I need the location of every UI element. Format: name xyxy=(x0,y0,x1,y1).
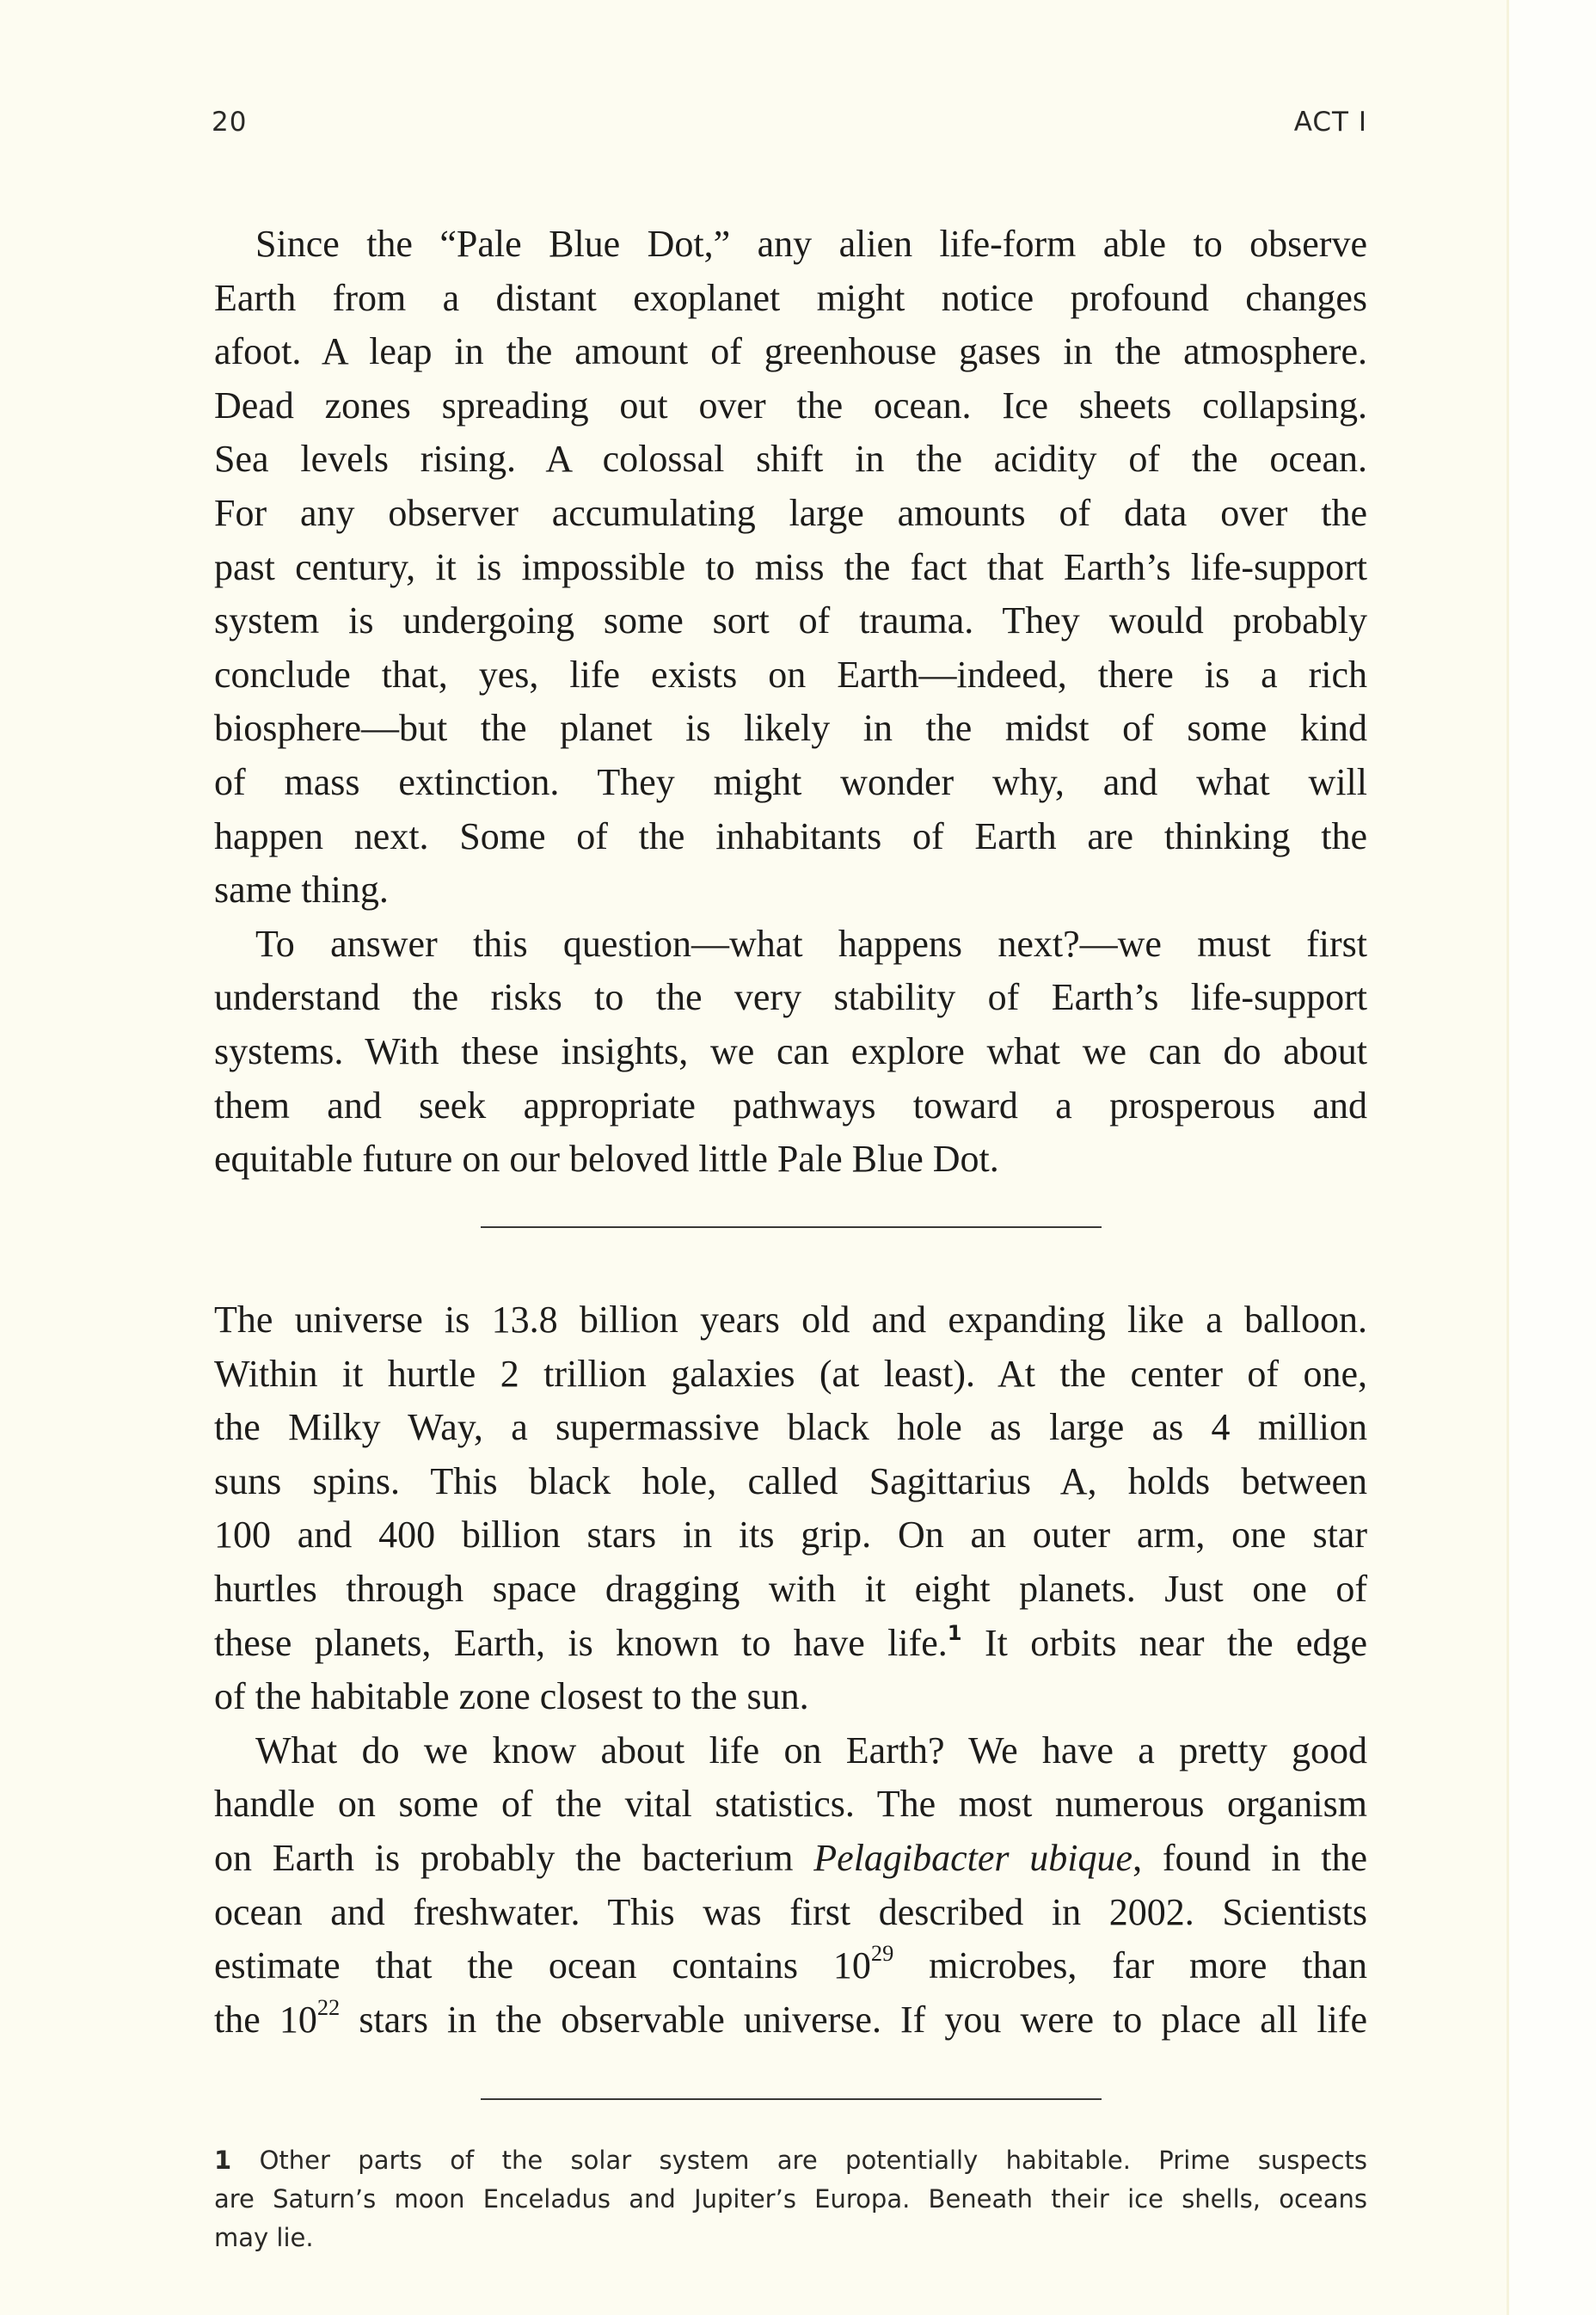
text-line xyxy=(214,1025,1367,1079)
text-line xyxy=(214,1455,1367,1509)
section-2-text xyxy=(214,1293,1367,2047)
text-line xyxy=(214,1724,1367,1778)
text-line xyxy=(214,918,1367,972)
text-line xyxy=(214,487,1367,541)
page-edge xyxy=(1507,0,1596,2315)
superscript-exponent: 22 xyxy=(316,1993,341,2020)
page-number: 20 xyxy=(212,107,248,138)
footnote-reference[interactable]: 1 xyxy=(947,1620,962,1645)
text-run: the Milky Way, a supermassive black hole as large as 4 million xyxy=(214,1406,1367,1449)
footnote-text: Other parts of the solar system are potentially habitable. Prime suspects xyxy=(259,2146,1367,2175)
text-run: same thing. xyxy=(214,869,389,912)
text-line xyxy=(214,379,1367,433)
text-line xyxy=(214,1939,1367,1993)
text-run: on Earth is probably the bacterium xyxy=(214,1836,814,1879)
text-run: microbes, far more than xyxy=(893,1944,1367,1987)
text-line xyxy=(214,1886,1367,1940)
footnote xyxy=(214,2141,1367,2257)
text-run: Dead zones spreading out over the ocean. Ice sheets collapsing. xyxy=(214,384,1367,427)
running-head: ACT I xyxy=(1293,107,1367,138)
text-line xyxy=(214,863,1367,918)
text-run: systems. With these insights, we can explore what we can do about xyxy=(214,1029,1367,1072)
text-line xyxy=(214,702,1367,756)
text-line xyxy=(214,218,1367,272)
section-divider xyxy=(481,1226,1102,1228)
text-run: , found in the xyxy=(1133,1836,1367,1879)
text-run: afoot. A leap in the amount of greenhouse gases in the atmosphere. xyxy=(214,330,1367,373)
text-line xyxy=(214,1133,1367,1187)
text-run: Pelagibacter ubique xyxy=(813,1836,1133,1879)
text-run: Earth from a distant exoplanet might notice profound changes xyxy=(214,276,1367,319)
text-run: understand the risks to the very stability of Earth’s life-support xyxy=(214,976,1367,1019)
footnote-marker: 1 xyxy=(214,2146,232,2175)
text-run: hurtles through space dragging with it eight planets. Just one of xyxy=(214,1567,1367,1610)
footnote-line xyxy=(214,2180,1367,2219)
text-run: stars in the observable universe. If you were to place all life xyxy=(340,1998,1367,2041)
text-line xyxy=(214,1348,1367,1402)
text-run: What do we know about life on Earth? We have a pretty good xyxy=(255,1729,1367,1772)
text-run: these planets, Earth, is known to have life. xyxy=(214,1621,948,1664)
text-line xyxy=(214,541,1367,595)
superscript-exponent: 29 xyxy=(870,1940,894,1967)
text-line xyxy=(214,594,1367,648)
text-run: system is undergoing some sort of trauma. They would probably xyxy=(214,599,1367,642)
text-line xyxy=(214,1778,1367,1832)
text-run: To answer this question—what happens next?—we must first xyxy=(255,922,1367,965)
text-run: of the habitable zone closest to the sun. xyxy=(214,1675,809,1718)
text-line xyxy=(214,1401,1367,1455)
text-line xyxy=(214,1670,1367,1724)
text-line xyxy=(214,1293,1367,1348)
text-line xyxy=(214,433,1367,487)
footnote-text: are Saturn’s moon Enceladus and Jupiter’s Europa. Beneath their ice shells, oceans xyxy=(214,2184,1367,2214)
text-run: The universe is 13.8 billion years old and expanding like a balloon. xyxy=(214,1299,1367,1341)
text-line xyxy=(214,1508,1367,1563)
text-run: equitable future on our beloved little Pale Blue Dot. xyxy=(214,1138,999,1181)
text-run: happen next. Some of the inhabitants of Earth are thinking the xyxy=(214,814,1367,857)
text-line xyxy=(214,756,1367,810)
text-line xyxy=(214,1617,1367,1671)
text-line xyxy=(214,1079,1367,1133)
text-run: 100 and 400 billion stars in its grip. On an outer arm, one star xyxy=(214,1514,1367,1557)
text-run: ocean and freshwater. This was first described in 2002. Scientists xyxy=(214,1890,1367,1933)
text-line xyxy=(214,971,1367,1025)
text-run: handle on some of the vital statistics. The most numerous organism xyxy=(214,1783,1367,1826)
section-1-text xyxy=(214,218,1367,1187)
text-run: Since the “Pale Blue Dot,” any alien life-form able to observe xyxy=(255,223,1367,265)
footnote-line xyxy=(214,2219,1367,2257)
text-run: It orbits near the edge xyxy=(961,1621,1368,1664)
text-run: the 10 xyxy=(214,1998,317,2041)
text-run: them and seek appropriate pathways toward a prosperous and xyxy=(214,1084,1367,1127)
footnote-line xyxy=(214,2141,1367,2180)
text-run: past century, it is impossible to miss the fact that Earth’s life-support xyxy=(214,545,1367,588)
footnote-divider xyxy=(481,2098,1102,2100)
text-run: conclude that, yes, life exists on Earth—indeed, there is a rich xyxy=(214,653,1367,696)
text-run: suns spins. This black hole, called Sagittarius A, holds between xyxy=(214,1459,1367,1502)
text-run: biosphere—but the planet is likely in the midst of some kind xyxy=(214,707,1367,750)
text-run: Within it hurtle 2 trillion galaxies (at least). At the center of one, xyxy=(214,1352,1367,1395)
text-run: estimate that the ocean contains 10 xyxy=(214,1944,871,1987)
text-run: Sea levels rising. A colossal shift in the acidity of the ocean. xyxy=(214,438,1367,481)
text-line xyxy=(214,325,1367,379)
text-line xyxy=(214,1563,1367,1617)
text-run: of mass extinction. They might wonder why, and what will xyxy=(214,760,1367,803)
text-line xyxy=(214,1993,1367,2048)
text-line xyxy=(214,272,1367,326)
text-line xyxy=(214,648,1367,703)
text-line xyxy=(214,1832,1367,1886)
footnote-text: may lie. xyxy=(214,2223,314,2252)
text-run: For any observer accumulating large amounts of data over the xyxy=(214,491,1367,534)
text-line xyxy=(214,810,1367,864)
